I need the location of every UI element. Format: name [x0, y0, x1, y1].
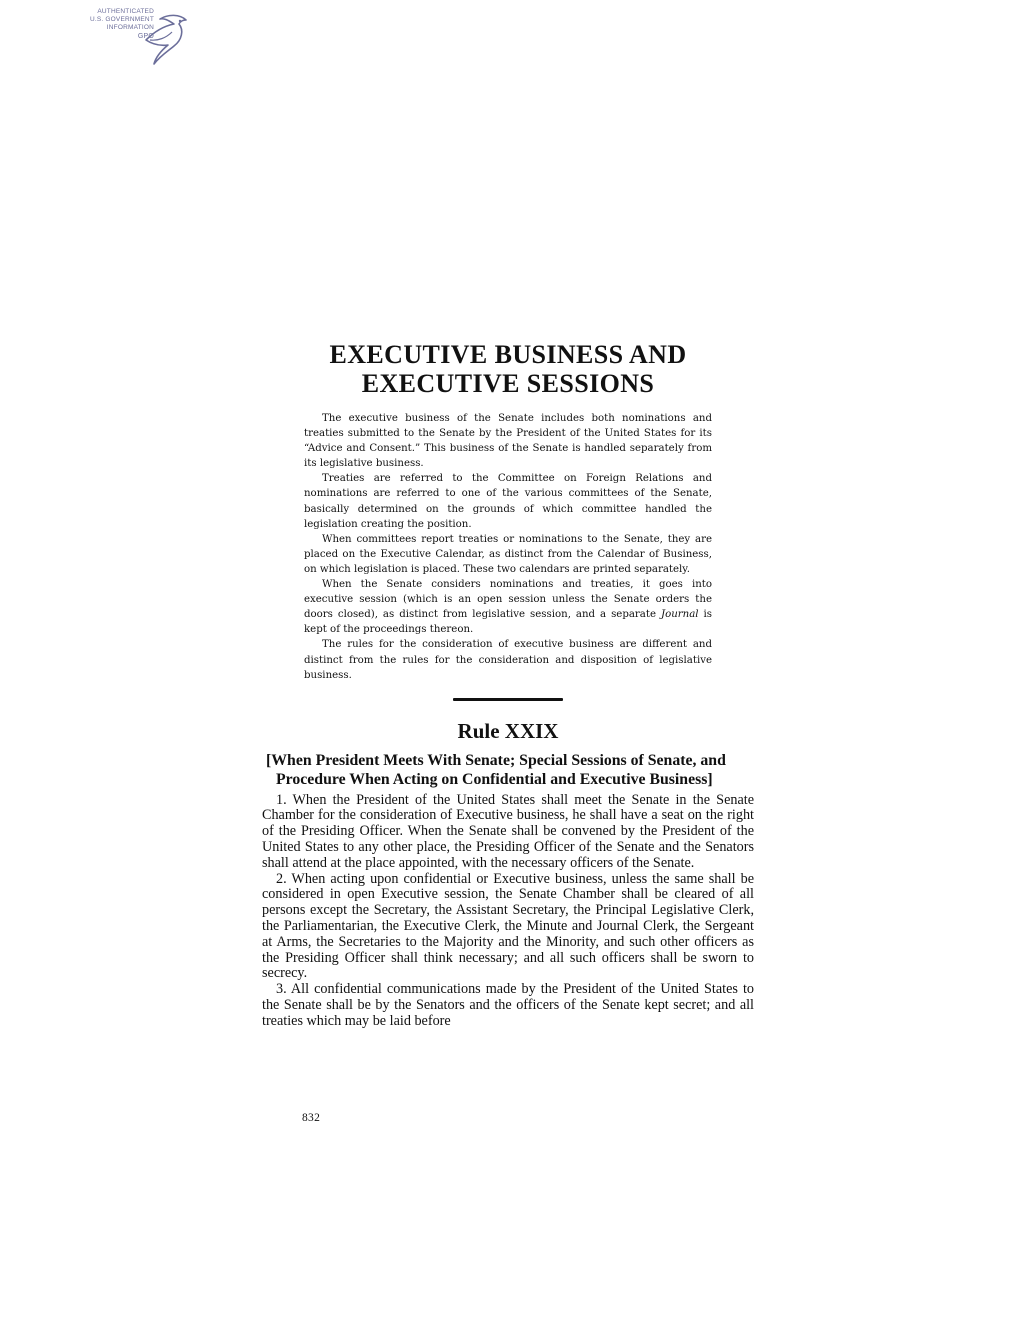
intro-text: When the Senate considers nominations and treaties, it goes into executive session (which is an open session unless the Senate orders the doors closed), as distinct from legislative session, and a separate	[304, 579, 712, 621]
rule-paragraph: 3. All confidential communications made by the President of the United States to the Senate shall be by the Senators and the officers of the Senate kept secret; and all treaties which may be laid before	[262, 981, 754, 1029]
journal-italic: Journal	[660, 609, 699, 621]
rule-heading: Rule XXIX	[457, 718, 559, 743]
intro-paragraph: When committees report treaties or nominations to the Senate, they are placed on the Executive Calendar, as distinct from the Calendar of Business, on which legislation is placed. These two calendars are printed separately.	[304, 533, 712, 575]
section-title-line-2: EXECUTIVE SESSIONS	[361, 369, 655, 398]
gpo-authentication-seal	[78, 8, 190, 64]
rule-paragraph: 2. When acting upon confidential or Executive business, unless the same shall be considered in open Executive session, the Senate Chamber shall be cleared of all persons except the Secretary, the Assistant Secretary, the Principal Legislative Clerk, the Parliamentarian, the Executive Clerk, the Minute and Journal Clerk, the Sergeant at Arms, the Secretaries to the Majority and the Minority, and such other officers as the Presiding Officer shall think necessary; and all such officers shall be sworn to secrecy.	[262, 870, 754, 982]
page-number: 832	[302, 1112, 321, 1124]
intro-paragraph	[304, 577, 712, 637]
rule-paragraph: 1. When the President of the United States shall meet the Senate in the Senate Chamber for the consideration of Executive business, he shall have a seat on the right of the Presiding Officer. When the Senate shall be convened by the President of the United States to any other place, the Presiding Officer of the Senate and the Senators shall attend at the place appointed, with the necessary officers of the Senate.	[262, 791, 754, 871]
rule-subheading: [When President Meets With Senate; Special Sessions of Senate, and Procedure When Acting on Confidential and Executive Business]	[266, 751, 726, 788]
executive-business-intro	[304, 411, 712, 683]
intro-paragraph: The executive business of the Senate includes both nominations and treaties submitted to the Senate by the President of the United States for its “Advice and Consent.” This business of the Senate is handled separately from its legislative business.	[304, 413, 712, 470]
seal-gpo-label: GPO	[137, 33, 154, 40]
intro-paragraph: The rules for the consideration of executive business are different and distinct from the rules for the consideration and disposition of legislative business.	[304, 639, 712, 681]
seal-line-1: AUTHENTICATED	[97, 8, 154, 15]
section-title-line-1: EXECUTIVE BUSINESS AND	[329, 340, 687, 369]
section-title	[262, 340, 754, 398]
rule-body	[262, 793, 754, 1030]
seal-line-2: U.S. GOVERNMENT	[89, 16, 154, 23]
seal-line-3: INFORMATION	[106, 24, 154, 31]
intro-paragraph: Treaties are referred to the Committee on Foreign Relations and nominations are referred to one of the various committees of the Senate, basically determined on the grounds of which committee handled the legislation creating the position.	[304, 473, 712, 530]
intro-text: is kept of the proceedings thereon.	[304, 609, 712, 636]
eagle-icon	[140, 10, 190, 66]
page-content	[262, 340, 754, 1030]
section-divider	[453, 698, 563, 701]
